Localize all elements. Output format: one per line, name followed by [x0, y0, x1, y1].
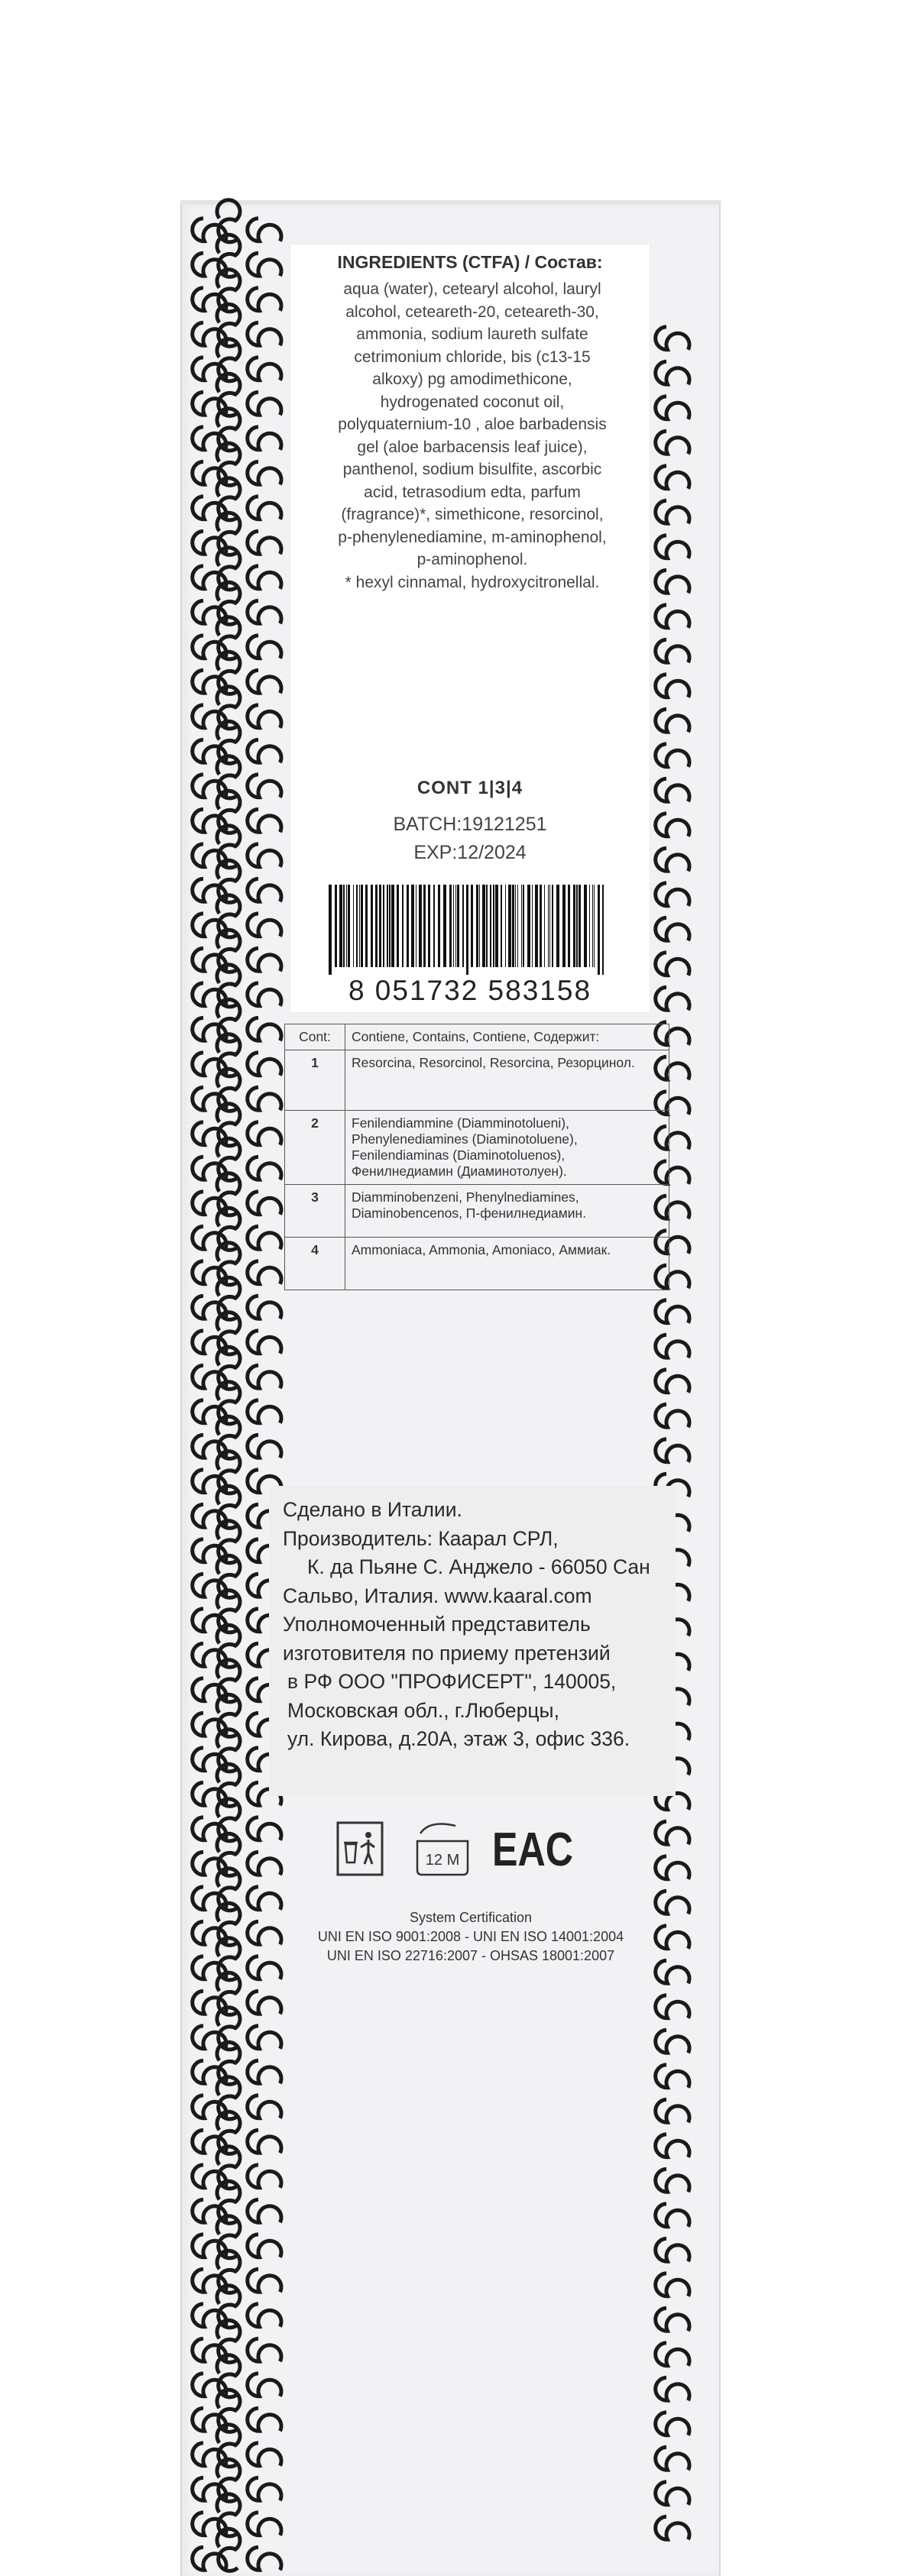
loop-motif [656, 466, 689, 489]
loop-motif [248, 2547, 281, 2570]
barcode-bar [423, 885, 426, 967]
loop-motif [656, 814, 689, 837]
ingredient-line: (fragrance)*, simethicone, resorcinol, [341, 506, 604, 523]
loop-motif [656, 2204, 689, 2227]
loop-motif [248, 2443, 281, 2466]
barcode-bar [535, 885, 538, 967]
loop-motif [656, 2447, 689, 2470]
loop-motif [248, 1296, 281, 1319]
certification-line: UNI EN ISO 22716:2007 - OHSAS 18001:2007 [326, 1948, 615, 1963]
loop-motif [248, 844, 281, 867]
cont-code: CONT 1|3|4 [416, 778, 523, 798]
manufacturer-line: К. да Пьяне С. Анджело - 66050 Сан [307, 1555, 650, 1578]
manufacturer-line: Московская обл., г.Люберцы, [287, 1698, 559, 1722]
loop-motif [248, 1331, 281, 1354]
ingredients-label [290, 244, 650, 1012]
expiry-date: EXP:12/2024 [413, 842, 527, 863]
loop-motif [656, 2482, 689, 2505]
loop-motif [248, 1053, 281, 1076]
loop-motif [656, 327, 689, 350]
manufacturer-line: Уполномоченный представитель [283, 1613, 591, 1636]
loop-motif [656, 883, 689, 906]
barcode-bar [335, 885, 337, 967]
loop-motif [656, 2169, 689, 2192]
barcode-bar [402, 885, 404, 967]
row-number: 3 [285, 1185, 345, 1238]
loop-motif [248, 1991, 281, 2014]
table-row [285, 1111, 669, 1185]
loop-motif [656, 1891, 689, 1914]
loop-motif [656, 2030, 689, 2053]
barcode-bar [594, 885, 595, 967]
manufacturer-line: изготовителя по приему претензий [283, 1641, 611, 1665]
barcode-bar [544, 885, 545, 967]
loop-motif [248, 566, 281, 589]
loop-motif [248, 497, 281, 519]
row-text: Diamminobenzeni, Phenylnediamines, Diaminobencenos, П-фенилнедиамин. [345, 1185, 669, 1238]
barcode-bar [348, 885, 350, 967]
barcode-bar [379, 885, 381, 967]
loop-motif [248, 2374, 281, 2396]
ingredient-line: hydrogenated coconut oil, [380, 393, 565, 411]
loop-motif [248, 2513, 281, 2536]
ingredient-line: alkoxy) pg amodimethicone, [372, 371, 572, 388]
barcode-bar [479, 885, 480, 967]
loop-motif [656, 1300, 689, 1323]
loop-motif [656, 2273, 689, 2296]
loop-motif [248, 1157, 281, 1180]
loop-motif [656, 2377, 689, 2400]
barcode-digits: 8 051732 583158 [348, 975, 592, 1006]
eac-mark [492, 1821, 576, 1875]
loop-motif [248, 983, 281, 1006]
barcode-bar [548, 885, 549, 967]
barcode-bar [505, 885, 506, 967]
loop-motif [656, 953, 689, 976]
loop-motif [248, 1956, 281, 1979]
header-contains: Contiene, Contains, Contiene, Содержит: [345, 1024, 669, 1050]
loop-motif [656, 1404, 689, 1427]
loop-motif [248, 1852, 281, 1875]
barcode-bar [411, 885, 414, 967]
barcode-bar [517, 885, 518, 967]
barcode-bar [462, 885, 464, 967]
loop-motif [248, 392, 281, 415]
ingredient-line: polyquaternium-10 , aloe barbadensis [338, 416, 607, 433]
ingredient-line: panthenol, sodium bisulfite, ascorbic [342, 461, 602, 478]
barcode-bar [391, 885, 394, 967]
loop-motif [656, 361, 689, 384]
manufacturer-sticker [269, 1486, 676, 1796]
barcode-bar [449, 885, 452, 967]
barcode-bar [490, 885, 491, 967]
loop-motif [248, 2060, 281, 2083]
barcode-bar [455, 885, 456, 967]
loop-motif [656, 1821, 689, 1844]
manufacturer-text [283, 1496, 669, 1754]
barcode-bar [329, 885, 332, 975]
loop-motif [656, 1960, 689, 1983]
barcode-bar [428, 885, 430, 967]
barcode-bar [387, 885, 388, 967]
loop-motif [656, 2134, 689, 2157]
barcode-bar [389, 885, 391, 967]
loop-motif [248, 1365, 281, 1388]
table-row [285, 1050, 669, 1111]
row-number: 2 [285, 1111, 345, 1185]
barcode-bar [433, 885, 435, 967]
loop-motif [248, 1122, 281, 1145]
barcode-bar [501, 885, 502, 967]
barcode-bar [419, 885, 422, 967]
barcode-bar [371, 885, 373, 967]
loop-motif [248, 809, 281, 832]
barcode-bar [346, 885, 347, 967]
barcode-bar [584, 885, 587, 967]
barcode-bar [573, 885, 575, 967]
barcode-bar [589, 885, 590, 967]
barcode-bar [407, 885, 409, 967]
barcode-bar [397, 885, 399, 967]
barcode-bar [383, 885, 384, 967]
loop-motif [656, 744, 689, 767]
loop-motif [656, 1926, 689, 1949]
loop-motif [248, 739, 281, 762]
certification-line: UNI EN ISO 9001:2008 - UNI EN ISO 14001:2004 [317, 1929, 624, 1944]
ingredients-list [313, 278, 631, 594]
barcode-bar [356, 885, 358, 967]
barcode-bar [486, 885, 488, 967]
barcode-bar [482, 885, 485, 967]
barcode-bar [493, 885, 494, 967]
ingredient-line: p-aminophenol. [416, 551, 528, 568]
loop-motif [248, 1226, 281, 1249]
pao-label: 12 M [425, 1852, 460, 1869]
barcode-bar [540, 885, 542, 967]
loop-motif [248, 2477, 281, 2500]
table-row [285, 1238, 669, 1290]
certification-title: System Certification [409, 1910, 533, 1925]
loop-motif [248, 2269, 281, 2292]
table-row [285, 1185, 669, 1238]
loop-motif [248, 2304, 281, 2327]
barcode-bar [576, 885, 578, 967]
barcode-bar [361, 885, 363, 967]
loop-motif [248, 600, 281, 623]
barcode-bar [471, 885, 473, 967]
barcode-bar [443, 885, 446, 967]
loop-motif [656, 536, 689, 558]
dispose-in-bin-icon [336, 1821, 384, 1876]
loop-motif [248, 2235, 281, 2257]
loop-motif [248, 879, 281, 901]
ingredient-line: ammonia, sodium laureth sulfate [356, 325, 588, 343]
row-text: Resorcina, Resorcinol, Resorcina, Резорцинол. [345, 1050, 669, 1111]
row-text: Ammoniaca, Ammonia, Amoniaco, Аммиак. [345, 1238, 669, 1290]
loop-motif [656, 1856, 689, 1879]
certification-block [287, 1908, 654, 1966]
loop-motif [656, 1335, 689, 1358]
barcode-bar [532, 885, 533, 967]
right-loop-pattern [659, 321, 709, 2567]
loop-motif [248, 1087, 281, 1110]
row-number: 4 [285, 1238, 345, 1290]
loop-motif [656, 2413, 689, 2435]
loop-motif [656, 987, 689, 1010]
barcode-bar [549, 885, 550, 967]
loop-motif [248, 1817, 281, 1840]
barcode-bar [375, 885, 378, 967]
barcode-bar [521, 885, 522, 967]
loop-motif [248, 218, 281, 241]
batch-number: BATCH:19121251 [393, 814, 547, 835]
loop-motif [248, 427, 281, 450]
barcode [326, 885, 608, 975]
loop-motif [248, 705, 281, 728]
barcode-bar [562, 885, 566, 967]
ingredient-line: alcohol, ceteareth-20, ceteareth-30, [345, 303, 599, 321]
barcode-bar [556, 885, 559, 967]
loop-motif [248, 531, 281, 554]
ingredient-line: gel (aloe barbacensis leaf juice), [357, 438, 588, 456]
loop-motif [656, 2516, 689, 2539]
manufacturer-line: Производитель: Каарал СРЛ, [283, 1526, 559, 1550]
barcode-bar [515, 885, 516, 967]
eac-label: EAC [492, 1824, 573, 1876]
row-text: Fenilendiammine (Diamminotolueni), Phenylenediamines (Diaminotoluene), Fenilendiaminas (Diaminotoluenos), Фенилнедиамин (Диаминотолуен). [345, 1111, 669, 1185]
manufacturer-line: ул. Кирова, д.20А, этаж 3, офис 336. [287, 1727, 630, 1750]
loop-motif [248, 636, 281, 659]
barcode-bar [365, 885, 368, 967]
loop-motif [248, 322, 281, 345]
loop-motif [248, 253, 281, 276]
loop-motif [248, 2026, 281, 2049]
ingredient-line: aqua (water), cetearyl alcohol, lauryl [343, 280, 601, 298]
loop-motif [248, 948, 281, 971]
loop-motif [656, 2238, 689, 2261]
loop-motif [248, 2338, 281, 2361]
row-number: 1 [285, 1050, 345, 1111]
manufacturer-line: в РФ ООО "ПРОФИСЕРТ", 140005, [287, 1670, 617, 1693]
ingredient-line: acid, tetrasodium edta, parfum [364, 483, 581, 501]
loop-motif [656, 605, 689, 628]
barcode-bar [339, 885, 342, 967]
barcode-bar [343, 885, 345, 967]
loop-motif [248, 2095, 281, 2118]
contains-table [284, 1024, 669, 1290]
loop-motif [248, 2408, 281, 2431]
barcode-bar [592, 885, 593, 967]
loop-motif [248, 1400, 281, 1423]
loop-motif [248, 358, 281, 380]
loop-motif [248, 1887, 281, 1910]
ingredients-title: INGREDIENTS (CTFA) / Состав: [337, 252, 603, 272]
header-cont: Cont: [285, 1024, 345, 1050]
symbols-row [336, 1818, 627, 1884]
loop-motif [656, 2099, 689, 2122]
loop-motif [656, 2343, 689, 2366]
loop-motif [656, 1995, 689, 2018]
barcode-bar [508, 885, 511, 967]
left-loop-pattern [193, 212, 283, 2576]
manufacturer-line: Сделано в Италии. [283, 1498, 462, 1521]
barcode-bar [552, 885, 553, 967]
barcode-bar [598, 885, 600, 975]
loop-motif [248, 1921, 281, 1944]
manufacturer-line: Сальво, Италия. www.kaaral.com [283, 1584, 592, 1607]
barcode-bar [495, 885, 498, 967]
barcode-bar [453, 885, 454, 967]
loop-motif [656, 848, 689, 871]
barcode-bar [359, 885, 360, 967]
loop-motif [248, 1261, 281, 1284]
loop-motif [248, 2199, 281, 2222]
ingredient-line: * hexyl cinnamal, hydroxycitronellal. [345, 573, 600, 591]
loop-motif [656, 570, 689, 593]
loop-motif [656, 709, 689, 732]
ingredient-line: p-phenylenediamine, m-aminophenol, [338, 528, 607, 546]
loop-motif [656, 396, 689, 419]
loop-motif [248, 775, 281, 798]
loop-motif [248, 2130, 281, 2153]
barcode-bar [353, 885, 354, 967]
barcode-bar [602, 885, 604, 975]
barcode-bar [466, 885, 468, 975]
loop-motif [248, 288, 281, 311]
loop-motif [248, 1435, 281, 1458]
barcode-bar [512, 885, 514, 967]
loop-motif [656, 2308, 689, 2331]
loop-motif [656, 1439, 689, 1462]
loop-motif [248, 1018, 281, 1040]
barcode-bar [579, 885, 581, 967]
pao-jar-icon [413, 1818, 474, 1878]
loop-motif [656, 500, 689, 523]
loop-motif [248, 461, 281, 484]
loop-motif [656, 675, 689, 697]
table-header-row [285, 1024, 669, 1050]
barcode-bar [438, 885, 440, 967]
loop-motif [656, 778, 689, 801]
loop-motif [656, 431, 689, 454]
loop-motif [248, 670, 281, 693]
loop-motif [656, 1370, 689, 1393]
barcode-bar [457, 885, 459, 967]
barcode-bar [523, 885, 524, 967]
loop-motif [248, 914, 281, 937]
barcode-bar [527, 885, 530, 967]
loop-motif [248, 2165, 281, 2188]
loop-motif [248, 1192, 281, 1215]
loop-motif [656, 2065, 689, 2088]
barcode-bar [568, 885, 570, 967]
loop-motif [656, 639, 689, 662]
loop-motif [656, 917, 689, 940]
barcode-bar [476, 885, 478, 967]
ingredient-line: cetrimonium chloride, bis (c13-15 [354, 348, 591, 366]
